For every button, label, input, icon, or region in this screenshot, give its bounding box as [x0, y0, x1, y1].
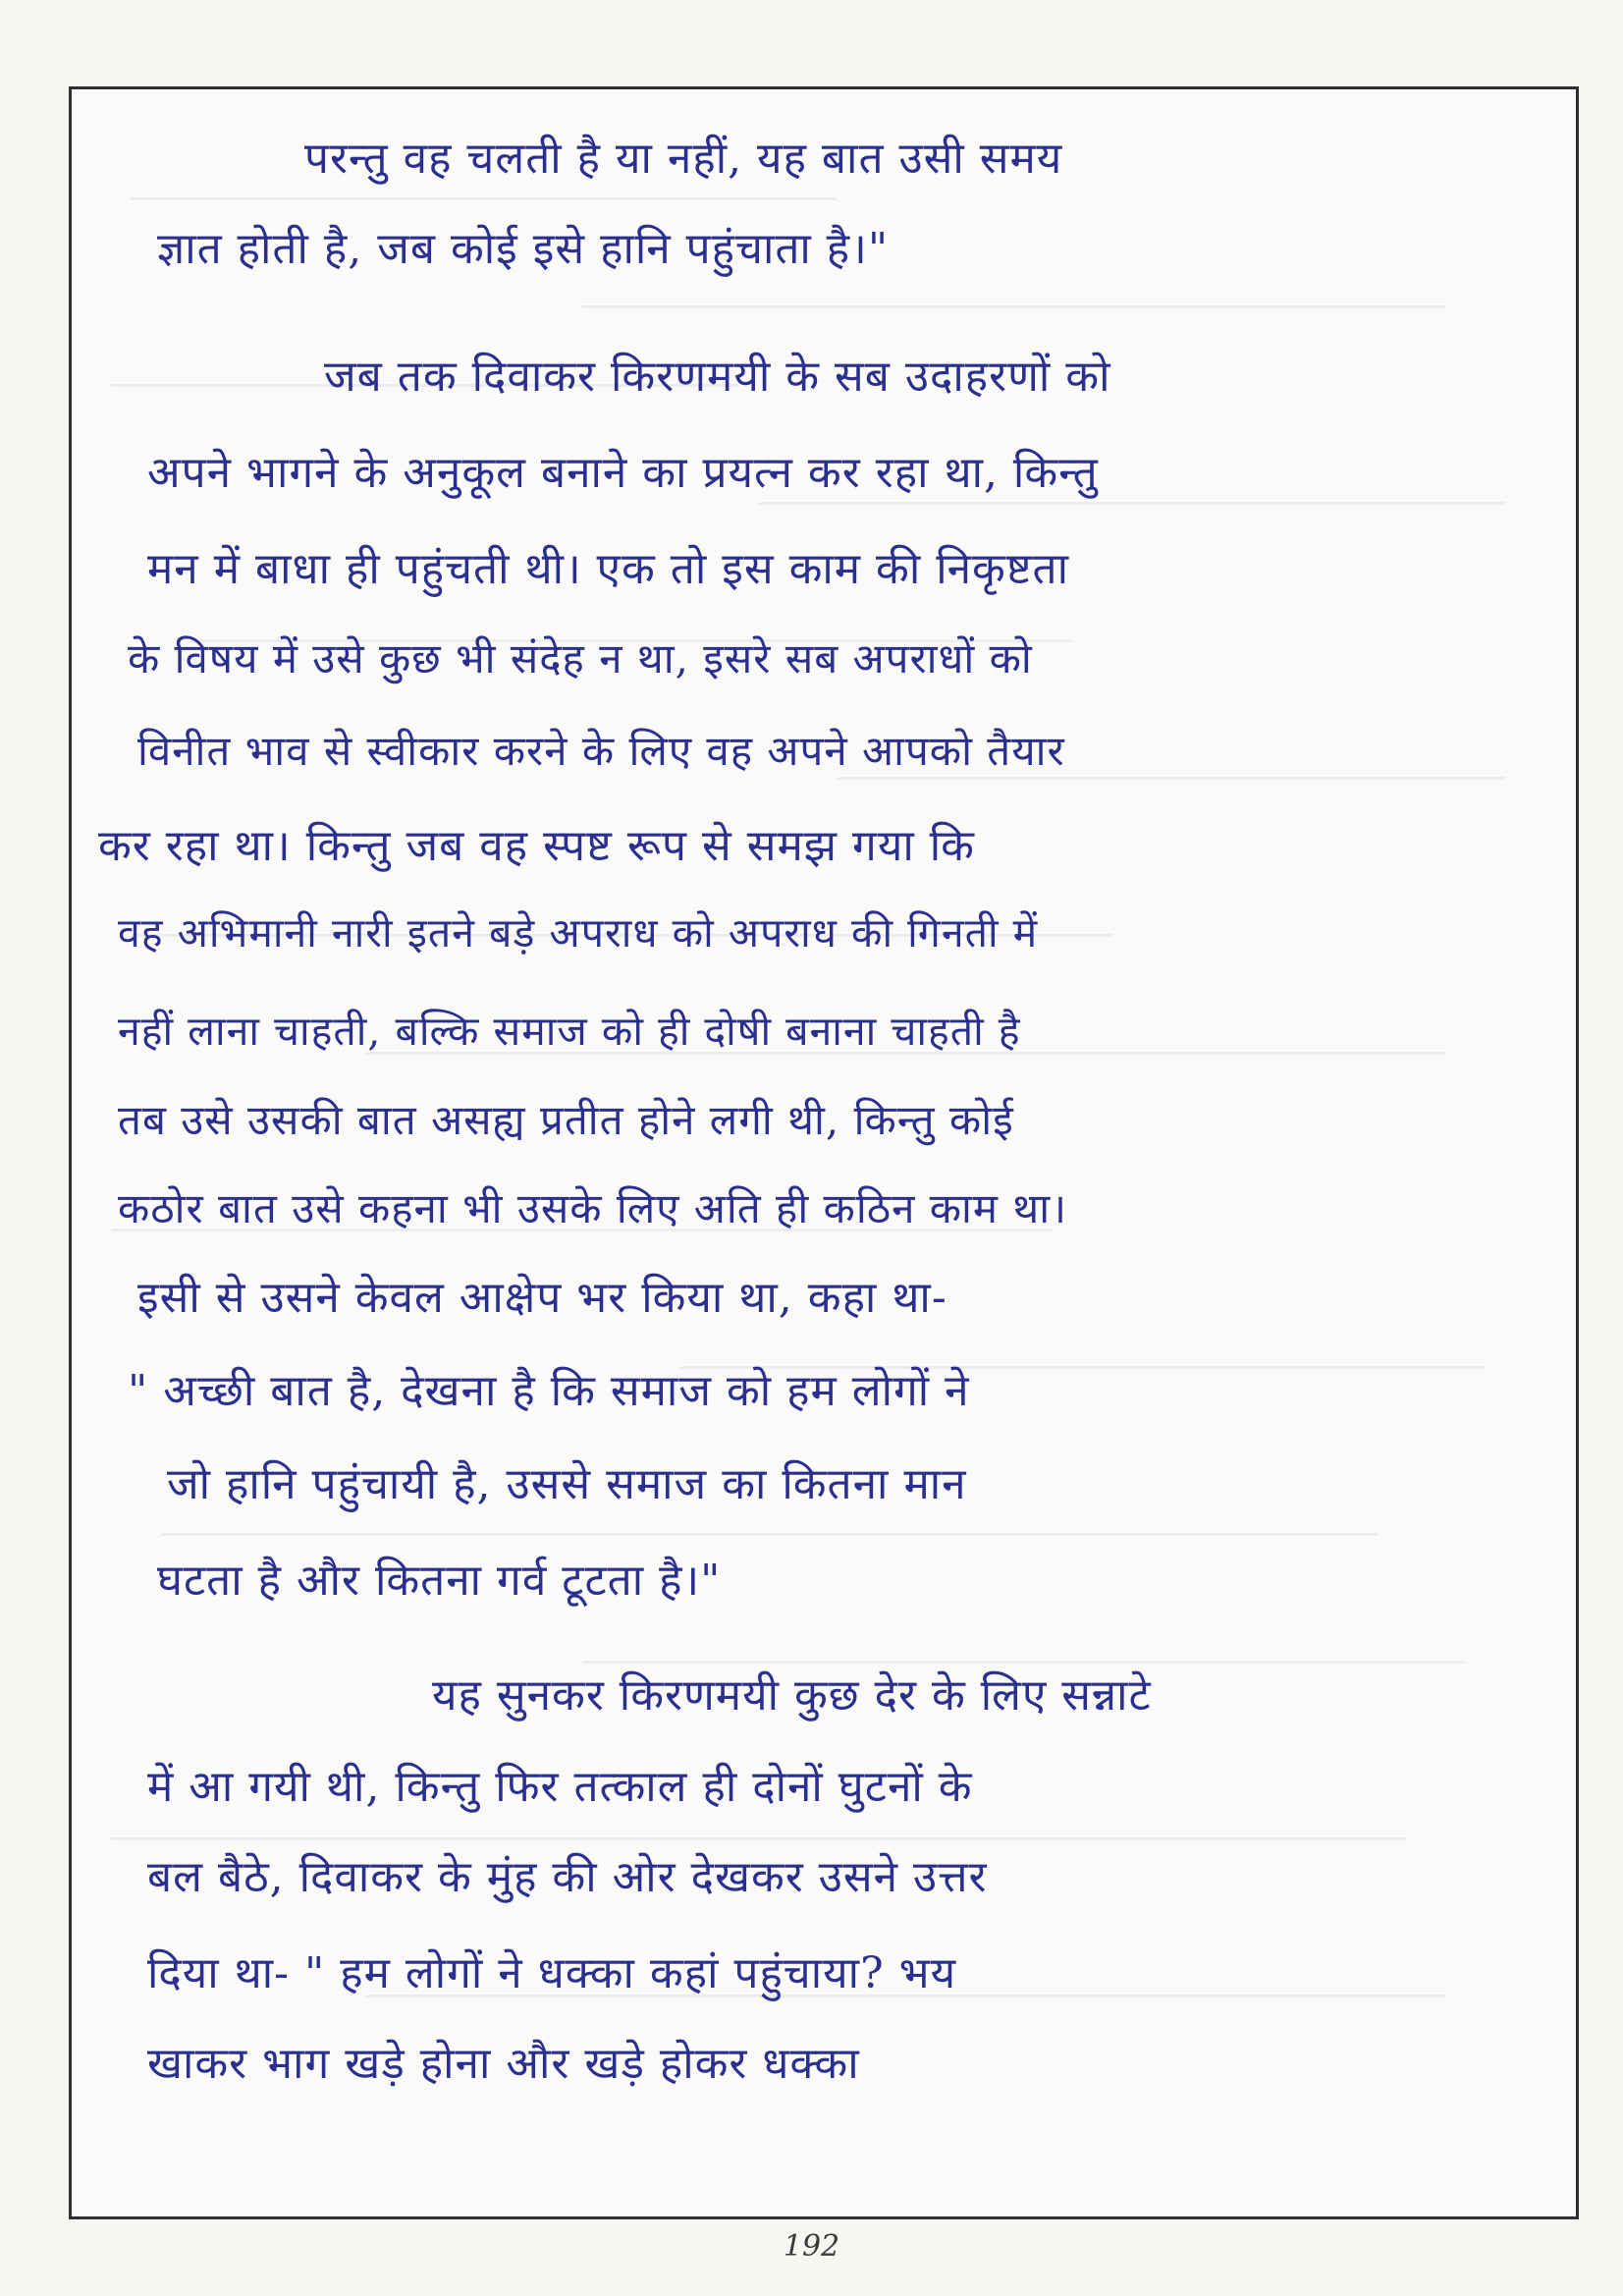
text-line-16: घटता है और कितना गर्व टूटता है।": [157, 1556, 722, 1606]
text-line-9: वह अभिमानी नारी इतने बड़े अपराध को अपराध की गिनती में: [118, 909, 1039, 957]
text-line-14: " अच्छी बात है, देखना है कि समाज को हम लोगों ने: [128, 1366, 970, 1416]
text-line-1: परन्तु वह चलती है या नहीं, यह बात उसी समय: [304, 134, 1063, 184]
text-line-12: कठोर बात उसे कहना भी उसके लिए अति ही कठिन काम था।: [118, 1184, 1067, 1232]
text-line-17: यह सुनकर किरणमयी कुछ देर के लिए सन्नाटे: [432, 1670, 1152, 1721]
text-line-2: ज्ञात होती है, जब कोई इसे हानि पहुंचाता है।": [157, 224, 890, 274]
text-line-21: खाकर भाग खड़े होना और खड़े होकर धक्का: [147, 2039, 860, 2089]
text-line-18: में आ गयी थी, किन्तु फिर तत्काल ही दोनों घुटनों के: [147, 1762, 973, 1812]
text-line-19: बल बैठे, दिवाकर के मुंह की ओर देखकर उसने उत्तर: [147, 1852, 988, 1902]
text-line-7: विनीत भाव से स्वीकार करने के लिए वह अपने आपको तैयार: [137, 727, 1065, 775]
text-line-4: अपने भागने के अनुकूल बनाने का प्रयत्न कर रहा था, किन्तु: [147, 448, 1099, 498]
text-line-8: कर रहा था। किन्तु जब वह स्पष्ट रूप से समझ गया कि: [98, 821, 975, 871]
text-line-20: दिया था- " हम लोगों ने धक्का कहां पहुंचाया? भय: [147, 1948, 957, 1998]
text-line-11: तब उसे उसकी बात असह्य प्रतीत होने लगी थी, किन्तु कोई: [118, 1096, 1014, 1144]
text-line-13: इसी से उसने केवल आक्षेप भर किया था, कहा था-: [137, 1273, 947, 1323]
text-line-3: जब तक दिवाकर किरणमयी के सब उदाहरणों को: [324, 352, 1111, 402]
text-line-10: नहीं लाना चाहती, बल्कि समाज को ही दोषी बनाना चाहती है: [118, 1008, 1021, 1055]
text-line-6: के विषय में उसे कुछ भी संदेह न था, इसरे सब अपराधों को: [128, 634, 1033, 683]
page-number: 192: [783, 2229, 840, 2264]
text-line-5: मन में बाधा ही पहुंचती थी। एक तो इस काम की निकृष्टता: [147, 544, 1070, 594]
text-line-15: जो हानि पहुंचायी है, उससे समाज का कितना मान: [167, 1459, 967, 1509]
